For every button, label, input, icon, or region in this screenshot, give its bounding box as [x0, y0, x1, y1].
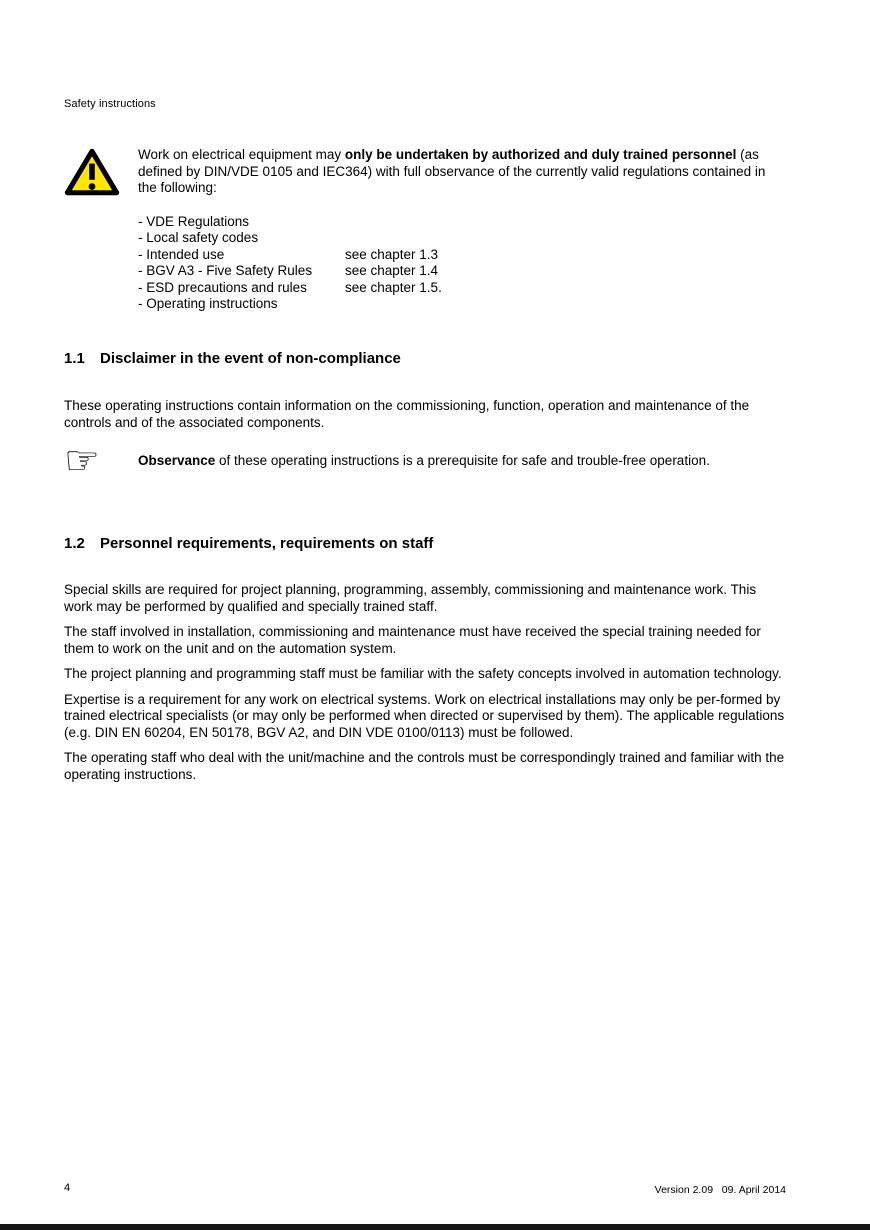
note-icon-column	[64, 439, 138, 483]
warning-triangle-icon	[64, 184, 120, 201]
warning-list	[138, 214, 786, 313]
list-item	[138, 230, 786, 247]
list-item-ref: see chapter 1.5.	[345, 279, 442, 295]
section-heading-1-2	[64, 535, 786, 552]
list-item-ref: see chapter 1.3	[345, 246, 439, 262]
list-item-label: - VDE Regulations	[138, 213, 250, 229]
list-item	[138, 247, 786, 264]
warning-icon-column	[64, 147, 138, 313]
warning-block	[64, 147, 786, 313]
list-item-label: - Intended use	[138, 246, 225, 262]
list-item	[138, 263, 786, 280]
list-item	[138, 296, 786, 313]
section-heading-1-1	[64, 350, 786, 367]
note-text-bold: Observance	[138, 453, 216, 468]
warning-text-after: (as defined by DIN/VDE 0105 and IEC364) with full observance of the currently valid regulations contained in the following:	[138, 147, 766, 195]
paragraph: Expertise is a requirement for any work on electrical systems. Work on electrical installations may only be per-formed by trained electrical specialists (or may only be performed when directed or supervised by them). The applicable regulations (e.g. DIN EN 60204, EN 50178, BGV A2, and DIN VDE 0100/0113) must be followed.	[64, 691, 785, 740]
list-item-label: - BGV A3 - Five Safety Rules	[138, 263, 313, 278]
section-number: 1.1	[64, 350, 85, 367]
pointing-hand-icon: ☞	[64, 439, 100, 483]
list-item-ref	[345, 214, 786, 231]
section-number: 1.2	[64, 535, 85, 552]
list-item-label: - Operating instructions	[138, 296, 278, 311]
page-bottom-edge	[0, 1224, 870, 1230]
paragraph: The project planning and programming staff must be familiar with the safety concepts involved in automation technology.	[64, 666, 782, 681]
list-item-ref	[345, 296, 786, 313]
section-title: Disclaimer in the event of non-compliance	[100, 350, 401, 367]
paragraph: Special skills are required for project planning, programming, assembly, commissioning and maintenance work. This work may be performed by qualified and specially trained staff.	[64, 582, 757, 614]
list-item-ref: see chapter 1.4	[345, 263, 439, 278]
warning-text-column	[138, 147, 786, 313]
list-item-label: - ESD precautions and rules	[138, 279, 307, 295]
list-item-label: - Local safety codes	[138, 230, 259, 245]
paragraph: The staff involved in installation, commissioning and maintenance must have received the special training needed for them to work on the unit and on the automation system.	[64, 624, 761, 656]
section-title: Personnel requirements, requirements on staff	[100, 535, 434, 552]
footer-version: Version 2.09 09. April 2014	[654, 1184, 786, 1196]
section-1-1-paragraph: These operating instructions contain information on the commissioning, function, operation and maintenance of the controls and of the associated components.	[64, 398, 750, 430]
list-item	[138, 280, 786, 297]
warning-text-before: Work on electrical equipment may	[138, 147, 345, 162]
list-item	[138, 214, 786, 231]
warning-paragraph	[138, 147, 786, 197]
footer-page-number: 4	[64, 1182, 71, 1194]
warning-text-bold: only be undertaken by authorized and duly trained personnel	[344, 147, 737, 162]
page-header-running-title: Safety instructions	[64, 98, 156, 110]
observance-note	[64, 439, 786, 483]
note-text	[138, 453, 786, 479]
paragraph: The operating staff who deal with the unit/machine and the controls must be correspondingly trained and familiar with the operating instructions.	[64, 750, 785, 782]
list-item-ref	[345, 230, 786, 247]
section-1-2-paragraphs	[64, 582, 786, 792]
note-text-rest: of these operating instructions is a prerequisite for safe and trouble-free operation.	[215, 453, 710, 468]
